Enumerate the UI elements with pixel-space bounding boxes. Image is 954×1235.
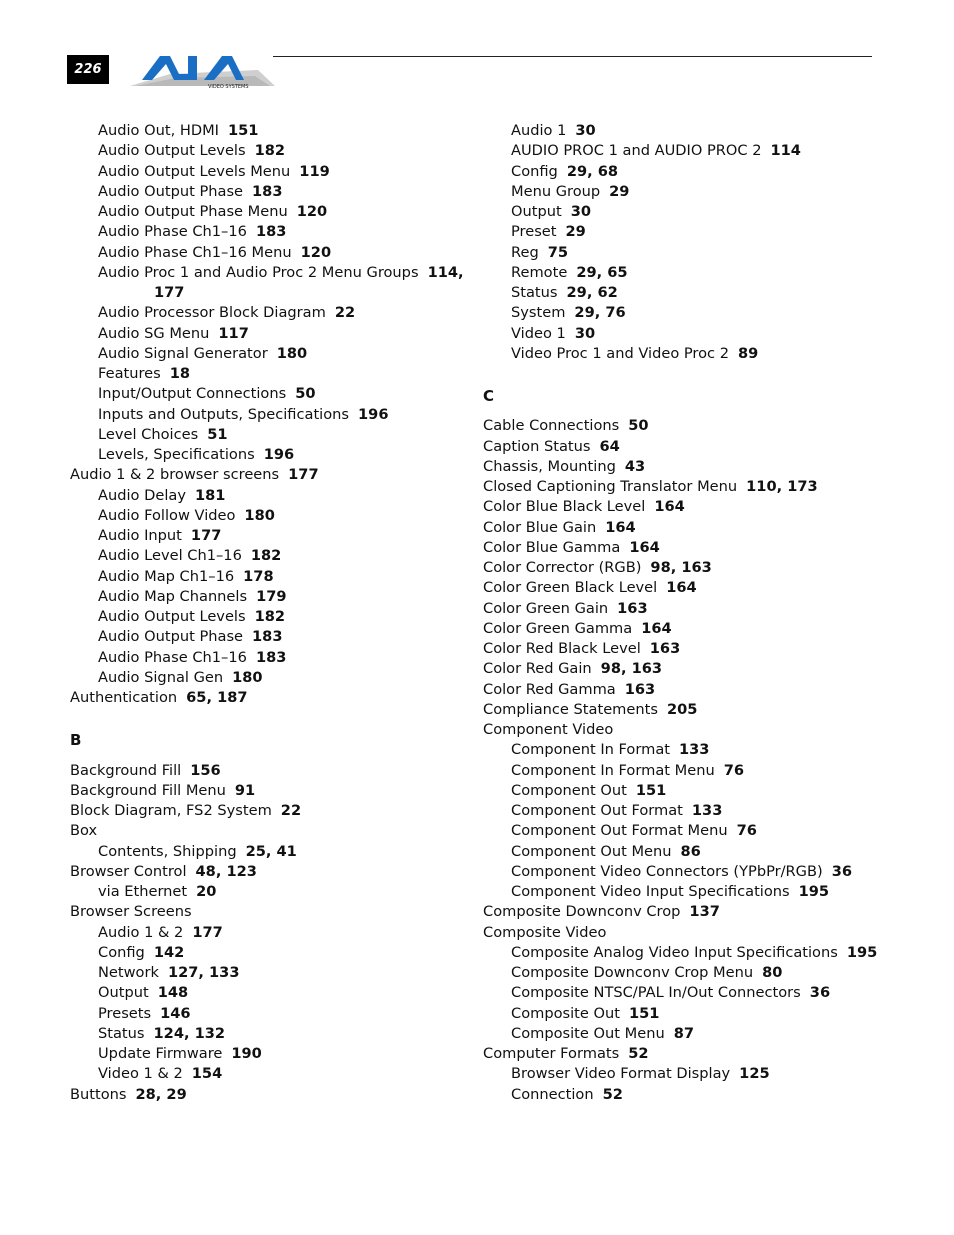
index-term: Authentication bbox=[70, 689, 178, 706]
index-term: Connection bbox=[511, 1085, 594, 1103]
index-entry bbox=[483, 963, 903, 983]
index-term: Composite Downconv Crop Menu bbox=[511, 964, 754, 981]
index-entry bbox=[70, 607, 470, 627]
index-page-refs[interactable]: 180 bbox=[232, 668, 263, 686]
index-term: Color Green Gamma bbox=[483, 619, 633, 637]
index-entry bbox=[483, 141, 903, 161]
index-entry bbox=[483, 1004, 903, 1024]
index-page-refs[interactable]: 43 bbox=[624, 457, 646, 475]
index-term: Config bbox=[98, 943, 145, 961]
index-entry bbox=[70, 384, 470, 404]
index-page-refs[interactable]: 36 bbox=[809, 984, 831, 1002]
index-entry bbox=[70, 324, 470, 344]
index-page-refs[interactable]: 164 bbox=[666, 579, 697, 597]
index-term: Browser Screens bbox=[70, 903, 192, 921]
index-page-refs[interactable]: 52 bbox=[602, 1085, 623, 1103]
index-entry bbox=[483, 283, 903, 303]
index-page-refs[interactable]: 177 bbox=[288, 466, 319, 484]
index-page-refs[interactable]: 20 bbox=[196, 883, 217, 900]
index-page-refs[interactable]: 89 bbox=[738, 344, 759, 362]
index-term: Audio Out, HDMI bbox=[98, 122, 219, 139]
index-term: Closed Captioning Translator Menu bbox=[483, 478, 738, 495]
index-entry bbox=[70, 202, 470, 222]
index-page-refs[interactable]: 180 bbox=[276, 344, 308, 362]
index-term: Level Choices bbox=[98, 425, 199, 443]
index-entry bbox=[70, 222, 470, 242]
index-page-refs[interactable]: 52 bbox=[628, 1045, 649, 1062]
index-page-refs[interactable]: 154 bbox=[191, 1065, 223, 1083]
index-term: Chassis, Mounting bbox=[483, 457, 616, 475]
index-term: Audio Proc 1 and Audio Proc 2 Menu Groups bbox=[98, 263, 419, 281]
index-page-refs[interactable]: 178 bbox=[243, 567, 274, 585]
index-entry bbox=[483, 324, 903, 344]
index-entry bbox=[70, 506, 470, 526]
index-term: Update Firmware bbox=[98, 1045, 223, 1062]
index-term: Component Video Connectors (YPbPr/RGB) bbox=[511, 862, 823, 880]
index-page-refs[interactable]: 86 bbox=[680, 842, 701, 860]
index-entry bbox=[70, 344, 470, 364]
index-page-refs[interactable]: 36 bbox=[831, 862, 853, 880]
index-entry bbox=[70, 243, 470, 263]
index-term: Composite NTSC/PAL In/Out Connectors bbox=[511, 984, 801, 1002]
index-entry bbox=[483, 578, 903, 598]
index-page-refs[interactable]: 29 bbox=[565, 223, 586, 241]
index-entry bbox=[70, 842, 470, 862]
index-column-right bbox=[483, 121, 903, 1105]
index-entry bbox=[483, 437, 903, 457]
index-entry bbox=[70, 1085, 470, 1105]
index-entry bbox=[483, 303, 903, 323]
index-term: Audio Delay bbox=[98, 486, 186, 504]
index-page-refs[interactable]: 164 bbox=[641, 619, 672, 637]
index-term: Audio SG Menu bbox=[98, 324, 210, 342]
index-entry bbox=[70, 486, 470, 506]
index-term: Audio Output Levels Menu bbox=[98, 162, 291, 180]
index-entry bbox=[70, 445, 470, 465]
index-entry bbox=[483, 720, 903, 740]
index-entry bbox=[70, 627, 470, 647]
index-entry bbox=[483, 882, 903, 902]
index-entry bbox=[483, 639, 903, 659]
index-page-refs[interactable]: 177 bbox=[190, 527, 222, 544]
index-entry bbox=[70, 648, 470, 668]
index-term: Config bbox=[511, 162, 558, 180]
index-entry bbox=[70, 1024, 470, 1044]
index-entry bbox=[70, 882, 470, 902]
index-term: Browser Video Format Display bbox=[511, 1065, 731, 1083]
index-entry bbox=[483, 121, 903, 141]
index-term: Computer Formats bbox=[483, 1045, 620, 1062]
index-entry bbox=[483, 902, 903, 922]
index-page-refs[interactable]: 110, 173 bbox=[746, 478, 818, 495]
index-page-refs[interactable]: 148 bbox=[157, 984, 189, 1002]
index-term: Composite Out bbox=[511, 1004, 620, 1022]
index-page-refs[interactable]: 133 bbox=[679, 741, 710, 759]
index-term: Color Red Black Level bbox=[483, 640, 641, 657]
index-entry bbox=[70, 668, 470, 688]
index-term: Video Proc 1 and Video Proc 2 bbox=[511, 344, 729, 362]
index-entry bbox=[483, 943, 903, 963]
index-term: Audio Map Ch1–16 bbox=[98, 567, 235, 585]
index-term: Audio Output Phase bbox=[98, 628, 244, 646]
index-entry bbox=[70, 1064, 470, 1084]
index-entry bbox=[483, 182, 903, 202]
index-term: System bbox=[511, 304, 566, 322]
index-entry bbox=[70, 923, 470, 943]
index-term: Features bbox=[98, 365, 161, 382]
index-term: Background Fill Menu bbox=[70, 781, 226, 799]
index-term: Component In Format bbox=[511, 741, 670, 759]
index-entry bbox=[70, 182, 470, 202]
index-entry bbox=[483, 781, 903, 801]
index-page-refs[interactable]: 182 bbox=[254, 142, 286, 160]
index-entry bbox=[483, 1085, 903, 1105]
index-term: Color Red Gamma bbox=[483, 680, 616, 698]
index-entry bbox=[70, 587, 470, 607]
index-term: Composite Analog Video Input Specifications bbox=[511, 943, 838, 961]
index-page-refs[interactable]: 146 bbox=[160, 1004, 191, 1022]
index-page-refs[interactable]: 124, 132 bbox=[153, 1024, 226, 1042]
index-term: Audio Phase Ch1–16 bbox=[98, 648, 247, 666]
index-entry bbox=[70, 405, 470, 425]
index-entry bbox=[483, 1024, 903, 1044]
index-entry bbox=[483, 497, 903, 517]
index-entry bbox=[70, 902, 470, 922]
index-entry bbox=[483, 518, 903, 538]
index-term: Color Red Gain bbox=[483, 660, 592, 678]
index-page-refs[interactable]: 125 bbox=[739, 1065, 770, 1083]
index-page-refs[interactable]: 18 bbox=[169, 365, 191, 382]
index-entry bbox=[70, 121, 470, 141]
index-term: Video 1 bbox=[511, 324, 566, 342]
index-entry bbox=[483, 923, 903, 943]
index-term: Audio Level Ch1–16 bbox=[98, 547, 242, 565]
index-page-refs[interactable]: 177 bbox=[154, 284, 185, 301]
index-term: Color Corrector (RGB) bbox=[483, 559, 642, 576]
index-entry bbox=[483, 862, 903, 882]
index-entry bbox=[483, 599, 903, 619]
index-entry bbox=[70, 943, 470, 963]
index-page-refs[interactable]: 151 bbox=[227, 122, 259, 139]
index-term: Composite Video bbox=[483, 923, 607, 941]
index-term: via Ethernet bbox=[98, 883, 188, 900]
index-term: Audio Phase Ch1–16 bbox=[98, 223, 247, 241]
index-term: Block Diagram, FS2 System bbox=[70, 802, 272, 819]
index-page-refs[interactable]: 195 bbox=[798, 883, 830, 900]
index-page-refs[interactable]: 114 bbox=[770, 142, 801, 160]
index-term: Audio Output Phase Menu bbox=[98, 203, 288, 220]
index-entry bbox=[70, 141, 470, 161]
index-page-refs[interactable]: 164 bbox=[605, 518, 636, 536]
index-term: Cable Connections bbox=[483, 417, 620, 435]
index-entry bbox=[70, 821, 470, 841]
index-entry bbox=[483, 243, 903, 263]
index-page-refs[interactable]: 156 bbox=[190, 761, 221, 779]
index-entry bbox=[70, 162, 470, 182]
index-entry bbox=[70, 425, 470, 445]
index-page-refs[interactable]: 151 bbox=[635, 781, 667, 799]
index-term: Audio Output Levels bbox=[98, 142, 246, 160]
logo-subtext: VIDEO SYSTEMS bbox=[208, 84, 249, 90]
index-page-refs[interactable]: 29, 76 bbox=[574, 304, 626, 322]
index-term: Audio 1 & 2 browser screens bbox=[70, 466, 280, 484]
index-page-refs[interactable]: 177 bbox=[192, 923, 223, 941]
index-term: Preset bbox=[511, 223, 557, 241]
index-page-refs[interactable]: 133 bbox=[691, 802, 723, 819]
index-term: Component In Format Menu bbox=[511, 761, 715, 779]
index-term: Audio Signal Generator bbox=[98, 344, 268, 362]
aja-logo bbox=[130, 52, 275, 90]
index-page-refs[interactable]: 29, 62 bbox=[566, 284, 618, 301]
index-term: Color Green Gain bbox=[483, 599, 609, 617]
index-term: Audio Output Levels bbox=[98, 608, 246, 625]
index-page-refs[interactable]: 183 bbox=[252, 628, 283, 646]
index-entry bbox=[483, 538, 903, 558]
index-page-refs[interactable]: 30 bbox=[575, 122, 596, 139]
index-entry bbox=[483, 619, 903, 639]
index-page-refs[interactable]: 30 bbox=[574, 324, 596, 342]
index-term: Inputs and Outputs, Specifications bbox=[98, 405, 350, 423]
index-page-refs[interactable]: 51 bbox=[207, 425, 228, 443]
index-page-refs[interactable]: 190 bbox=[231, 1045, 262, 1062]
index-entry bbox=[70, 983, 470, 1003]
index-term: Audio Output Phase bbox=[98, 182, 244, 200]
index-page-refs[interactable]: 76 bbox=[736, 822, 757, 840]
index-term: Buttons bbox=[70, 1085, 127, 1103]
index-page-refs[interactable]: 75 bbox=[547, 243, 569, 261]
index-page-refs[interactable]: 137 bbox=[689, 903, 720, 921]
index-term: Caption Status bbox=[483, 437, 591, 455]
index-page-refs[interactable]: 80 bbox=[762, 964, 783, 981]
index-entry bbox=[70, 526, 470, 546]
index-term: Presets bbox=[98, 1004, 152, 1022]
index-page-refs[interactable]: 29, 68 bbox=[566, 162, 619, 180]
index-entry bbox=[70, 1044, 470, 1064]
index-entry bbox=[70, 567, 470, 587]
index-term: Input/Output Connections bbox=[98, 385, 287, 403]
index-column-left bbox=[70, 121, 470, 1105]
index-term: Component Out Format Menu bbox=[511, 822, 728, 840]
index-page-refs[interactable]: 120 bbox=[296, 203, 328, 220]
index-entry bbox=[70, 801, 470, 821]
index-page-refs[interactable]: 22 bbox=[280, 802, 302, 819]
index-entry bbox=[70, 263, 470, 283]
index-page-refs[interactable]: 163 bbox=[617, 599, 648, 617]
index-page-refs[interactable]: 164 bbox=[629, 538, 660, 556]
index-entry bbox=[483, 700, 903, 720]
index-term: Menu Group bbox=[511, 182, 601, 200]
index-term: Audio Map Channels bbox=[98, 587, 248, 605]
index-term: Status bbox=[98, 1024, 145, 1042]
index-term: Audio Input bbox=[98, 527, 182, 544]
index-term: Audio Follow Video bbox=[98, 506, 236, 524]
index-term: Box bbox=[70, 822, 98, 840]
index-page-refs[interactable]: 50 bbox=[295, 385, 316, 403]
index-page-refs[interactable]: 163 bbox=[624, 680, 656, 698]
index-term: Output bbox=[511, 203, 562, 220]
index-entry bbox=[483, 761, 903, 781]
index-page-refs[interactable]: 196 bbox=[263, 446, 295, 463]
index-page-refs[interactable]: 91 bbox=[234, 781, 256, 799]
index-term: Color Blue Gamma bbox=[483, 538, 621, 556]
index-entry bbox=[483, 801, 903, 821]
index-entry bbox=[483, 222, 903, 242]
index-term: Status bbox=[511, 284, 558, 301]
index-page-refs[interactable]: 120 bbox=[300, 243, 332, 261]
index-page-refs[interactable]: 127, 133 bbox=[167, 964, 240, 981]
index-entry bbox=[70, 781, 470, 801]
index-term: Component Out Format bbox=[511, 802, 683, 819]
index-page-refs[interactable]: 181 bbox=[194, 486, 226, 504]
index-entry bbox=[70, 688, 470, 708]
index-term: Contents, Shipping bbox=[98, 842, 237, 860]
index-page-refs[interactable]: 87 bbox=[673, 1024, 695, 1042]
index-term: Levels, Specifications bbox=[98, 446, 255, 463]
index-page-refs[interactable]: 65, 187 bbox=[186, 689, 248, 706]
header-rule bbox=[273, 56, 872, 57]
index-entry bbox=[70, 546, 470, 566]
index-page-refs[interactable]: 114, bbox=[427, 263, 464, 281]
index-page-refs[interactable]: 183 bbox=[255, 223, 287, 241]
index-page-refs[interactable]: 64 bbox=[599, 437, 620, 455]
index-term: Reg bbox=[511, 243, 539, 261]
index-term: Component Video bbox=[483, 721, 614, 738]
index-page-refs[interactable]: 179 bbox=[256, 587, 287, 605]
index-term: Video 1 & 2 bbox=[98, 1065, 183, 1083]
index-term: Composite Out Menu bbox=[511, 1024, 665, 1042]
index-entry bbox=[483, 263, 903, 283]
index-page-refs[interactable]: 50 bbox=[628, 417, 649, 435]
index-entry bbox=[483, 983, 903, 1003]
index-page-refs[interactable]: 119 bbox=[299, 162, 330, 180]
page-number: 226 bbox=[67, 55, 109, 84]
index-page-refs[interactable]: 182 bbox=[254, 608, 286, 625]
index-entry bbox=[70, 303, 470, 323]
index-page-refs[interactable]: 98, 163 bbox=[600, 660, 663, 678]
index-term: Audio Processor Block Diagram bbox=[98, 304, 326, 322]
index-term: Background Fill bbox=[70, 761, 182, 779]
index-page-refs[interactable]: 164 bbox=[654, 498, 685, 516]
index-term: Component Out bbox=[511, 781, 627, 799]
index-entry bbox=[70, 364, 470, 384]
index-term: Network bbox=[98, 964, 159, 981]
index-entry bbox=[483, 416, 903, 436]
index-term: Composite Downconv Crop bbox=[483, 903, 681, 921]
index-term: Browser Control bbox=[70, 862, 187, 880]
index-entry bbox=[483, 659, 903, 679]
index-page-refs[interactable]: 163 bbox=[649, 640, 681, 657]
index-term: Component Video Input Specifications bbox=[511, 883, 790, 900]
index-page-refs[interactable]: 30 bbox=[570, 203, 592, 220]
index-entry bbox=[483, 477, 903, 497]
index-entry bbox=[70, 283, 470, 303]
index-page-refs[interactable]: 183 bbox=[255, 648, 287, 666]
index-page-refs[interactable]: 29 bbox=[609, 182, 630, 200]
index-entry bbox=[483, 162, 903, 182]
index-entry bbox=[483, 740, 903, 760]
index-term: Compliance Statements bbox=[483, 700, 658, 718]
index-page-refs[interactable]: 195 bbox=[846, 943, 878, 961]
index-entry bbox=[483, 457, 903, 477]
index-page-refs[interactable]: 180 bbox=[244, 506, 275, 524]
index-term: Output bbox=[98, 984, 149, 1002]
index-entry bbox=[70, 761, 470, 781]
index-term: Color Blue Gain bbox=[483, 518, 597, 536]
index-page-refs[interactable]: 29, 65 bbox=[576, 263, 628, 281]
index-term: Component Out Menu bbox=[511, 842, 672, 860]
index-term: AUDIO PROC 1 and AUDIO PROC 2 bbox=[511, 142, 762, 160]
index-page-refs[interactable]: 183 bbox=[252, 182, 283, 200]
index-entry bbox=[483, 1064, 903, 1084]
index-entry bbox=[70, 963, 470, 983]
index-page-refs[interactable]: 151 bbox=[628, 1004, 660, 1022]
index-page-refs[interactable]: 142 bbox=[153, 943, 185, 961]
index-entry bbox=[70, 1004, 470, 1024]
index-entry bbox=[483, 558, 903, 578]
index-page-refs[interactable]: 205 bbox=[666, 700, 698, 718]
index-entry bbox=[483, 680, 903, 700]
index-entry bbox=[483, 821, 903, 841]
index-page-refs[interactable]: 28, 29 bbox=[135, 1085, 187, 1103]
index-page-refs[interactable]: 48, 123 bbox=[195, 862, 257, 880]
index-term: Audio Phase Ch1–16 Menu bbox=[98, 243, 292, 261]
index-page-refs[interactable]: 196 bbox=[358, 405, 389, 423]
index-page-refs[interactable]: 22 bbox=[334, 304, 356, 322]
index-term: Audio Signal Gen bbox=[98, 668, 224, 686]
index-term: Remote bbox=[511, 263, 568, 281]
index-page-refs[interactable]: 25, 41 bbox=[245, 842, 297, 860]
index-entry bbox=[70, 465, 470, 485]
index-entry bbox=[483, 344, 903, 364]
index-section-letter: B bbox=[70, 731, 82, 750]
index-term: Audio 1 bbox=[511, 122, 567, 139]
index-term: Color Green Black Level bbox=[483, 579, 658, 597]
index-page-refs[interactable]: 98, 163 bbox=[650, 559, 712, 576]
index-entry bbox=[483, 842, 903, 862]
index-term: Color Blue Black Level bbox=[483, 498, 646, 516]
index-term: Audio 1 & 2 bbox=[98, 923, 184, 941]
index-entry bbox=[70, 862, 470, 882]
index-entry bbox=[483, 1044, 903, 1064]
index-page-refs[interactable]: 182 bbox=[250, 547, 282, 565]
index-entry bbox=[483, 202, 903, 222]
index-section-letter: C bbox=[483, 387, 495, 405]
index-page-refs[interactable]: 76 bbox=[723, 761, 745, 779]
index-page-refs[interactable]: 117 bbox=[218, 324, 249, 342]
